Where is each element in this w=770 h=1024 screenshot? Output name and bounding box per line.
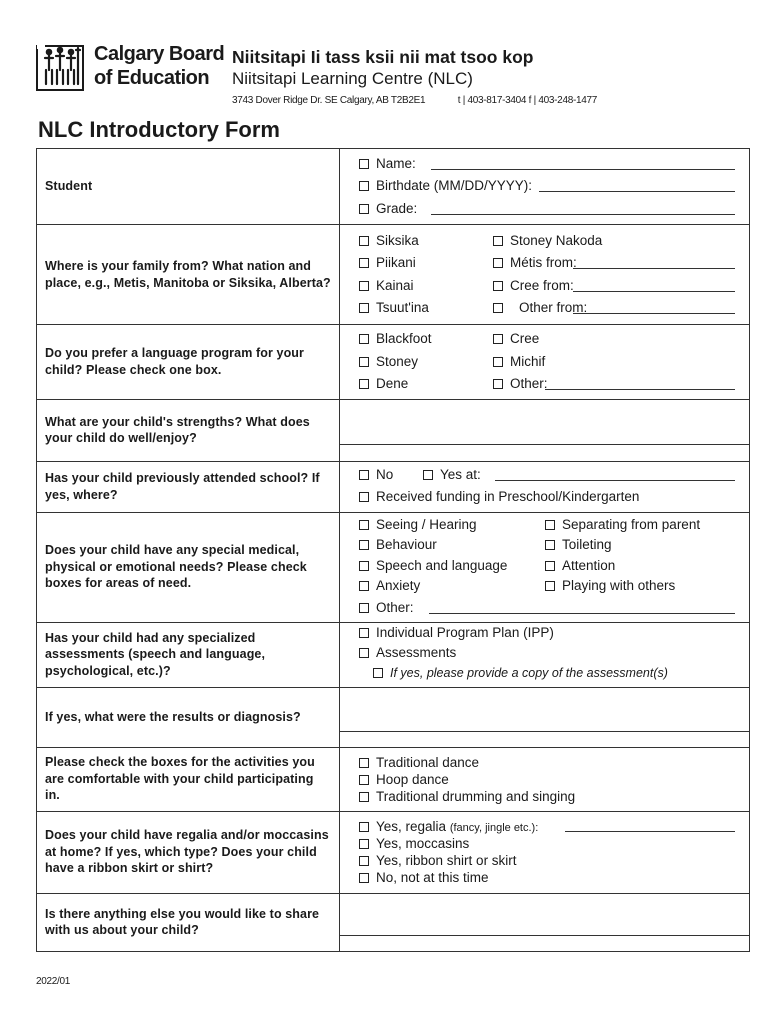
other-needs-input[interactable] [429, 600, 735, 614]
ribbon-checkbox[interactable] [359, 856, 369, 866]
regalia-no-label: No, not at this time [376, 870, 489, 885]
birthdate-input[interactable] [539, 178, 735, 192]
ipp-label: Individual Program Plan (IPP) [376, 625, 554, 640]
intro-form-table [36, 148, 750, 952]
seeing-label: Seeing / Hearing [376, 516, 477, 532]
regalia-no-checkbox[interactable] [359, 873, 369, 883]
school-yes-checkbox[interactable] [423, 470, 433, 480]
anything-else-answer-area[interactable] [340, 893, 750, 951]
activities-label: Please check the boxes for the activities you are comfortable with your child participating in. [37, 747, 340, 811]
ribbon-label: Yes, ribbon shirt or skirt [376, 853, 517, 868]
siksika-checkbox[interactable] [359, 236, 369, 246]
activities-answers [340, 747, 750, 811]
behaviour-label: Behaviour [376, 537, 437, 552]
cree-checkbox[interactable] [493, 281, 503, 291]
regalia-yes-label: Yes, regalia [376, 819, 447, 834]
row-assessments [37, 622, 750, 687]
attention-checkbox[interactable] [545, 561, 555, 571]
cree-language-checkbox[interactable] [493, 334, 503, 344]
other-from-input[interactable] [573, 300, 735, 314]
school-answers [340, 461, 750, 512]
row-student [37, 149, 750, 225]
speech-label: Speech and language [376, 557, 508, 573]
separating-checkbox[interactable] [545, 520, 555, 530]
hoop-dance-checkbox[interactable] [359, 775, 369, 785]
assessments-checkbox[interactable] [359, 648, 369, 658]
ipp-checkbox[interactable] [359, 628, 369, 638]
drumming-label: Traditional drumming and singing [376, 788, 576, 804]
grade-field-row [359, 198, 749, 221]
student-label: Student [37, 149, 340, 225]
metis-from-input[interactable] [573, 255, 735, 269]
separating-label: Separating from parent [562, 516, 701, 532]
regalia-answers [340, 811, 750, 893]
org-phone-fax: t | 403-817-3404 f | 403-248-1477 [457, 95, 598, 106]
strengths-answer-area[interactable] [340, 399, 750, 461]
cree-from-label: Cree from: [510, 277, 574, 293]
family-label: Where is your family from? What nation and place, e.g., Metis, Manitoba or Siksika, Alberta? [37, 225, 340, 325]
school-yes-label: Yes at: [440, 466, 481, 482]
row-anything-else [37, 893, 750, 951]
row-results [37, 687, 750, 747]
school-yes-input[interactable] [495, 467, 735, 481]
school-label: Has your child previously attended school? If yes, where? [37, 461, 340, 512]
toileting-checkbox[interactable] [545, 540, 555, 550]
strengths-label: What are your child's strengths? What does your child do well/enjoy? [37, 399, 340, 461]
tsuutina-checkbox[interactable] [359, 303, 369, 313]
other-from-checkbox[interactable] [493, 303, 503, 313]
piikani-checkbox[interactable] [359, 258, 369, 268]
regalia-checkbox[interactable] [359, 822, 369, 832]
assessments-label: Has your child had any specialized assessments (speech and language, psychological, etc.)? [37, 622, 340, 687]
results-label: If yes, what were the results or diagnosis? [37, 687, 340, 747]
needs-answers [340, 512, 750, 622]
birthdate-checkbox[interactable] [359, 181, 369, 191]
logo-line-1: Calgary Board [94, 43, 225, 65]
org-address: 3743 Dover Ridge Dr. SE Calgary, AB T2B2E1 [232, 95, 426, 106]
name-checkbox[interactable] [359, 159, 369, 169]
org-contact [232, 93, 597, 109]
dene-checkbox[interactable] [359, 379, 369, 389]
assessments-answers [340, 622, 750, 687]
tsuutina-label: Tsuut'ina [376, 300, 429, 315]
row-school [37, 461, 750, 512]
cbe-logo-wordmark [94, 42, 224, 90]
other-needs-label: Other: [376, 599, 414, 615]
needs-label: Does your child have any special medical, physical or emotional needs? Please check boxes for areas of need. [37, 512, 340, 622]
name-label: Name: [376, 155, 416, 171]
cbe-logo [36, 40, 225, 96]
other-language-input[interactable] [545, 376, 735, 390]
other-needs-checkbox[interactable] [359, 603, 369, 613]
stoney-nakoda-checkbox[interactable] [493, 236, 503, 246]
name-input[interactable] [431, 156, 735, 170]
school-no-label: No [376, 466, 394, 482]
michif-label: Michif [510, 353, 546, 369]
row-regalia [37, 811, 750, 893]
cbe-logo-icon [36, 40, 86, 92]
letterhead [36, 40, 736, 110]
moccasins-label: Yes, moccasins [376, 836, 470, 851]
other-from-label: Other from: [519, 300, 588, 315]
student-answers [340, 149, 750, 225]
copy-checkbox[interactable] [373, 668, 383, 678]
michif-checkbox[interactable] [493, 357, 503, 367]
kainai-label: Kainai [376, 277, 414, 293]
grade-checkbox[interactable] [359, 204, 369, 214]
anything-else-label: Is there anything else you would like to share with us about your child? [37, 893, 340, 951]
hoop-dance-label: Hoop dance [376, 771, 449, 787]
org-info [232, 46, 597, 109]
form-version: 2022/01 [36, 976, 71, 987]
traditional-dance-checkbox[interactable] [359, 758, 369, 768]
speech-checkbox[interactable] [359, 561, 369, 571]
grade-label: Grade: [376, 200, 418, 216]
attention-label: Attention [562, 557, 616, 573]
behaviour-checkbox[interactable] [359, 540, 369, 550]
moccasins-checkbox[interactable] [359, 839, 369, 849]
traditional-dance-label: Traditional dance [376, 754, 480, 770]
metis-from-label: Métis from: [510, 255, 577, 270]
birthdate-label: Birthdate (MM/DD/YYYY): [376, 178, 533, 194]
other-language-label: Other: [510, 376, 548, 391]
drumming-checkbox[interactable] [359, 792, 369, 802]
playing-checkbox[interactable] [545, 581, 555, 591]
regalia-label: Does your child have regalia and/or moccasins at home? If yes, which type? Does your child have a ribbon skirt or shirt? [37, 811, 340, 893]
school-no-checkbox[interactable] [359, 470, 369, 480]
cree-language-label: Cree [510, 331, 540, 346]
copy-note: If yes, please provide a copy of the assessment(s) [390, 666, 668, 680]
grade-input[interactable] [431, 201, 735, 215]
blackfoot-checkbox[interactable] [359, 334, 369, 344]
playing-label: Playing with others [562, 578, 676, 593]
seeing-checkbox[interactable] [359, 520, 369, 530]
metis-checkbox[interactable] [493, 258, 503, 268]
toileting-label: Toileting [562, 537, 612, 552]
anxiety-label: Anxiety [376, 578, 421, 593]
logo-line-2: of Education [94, 67, 210, 89]
family-answers [340, 225, 750, 325]
org-title: Niitsitapi Ii tass ksii nii mat tsoo kop [232, 47, 534, 67]
stoney-checkbox[interactable] [359, 357, 369, 367]
piikani-label: Piikani [376, 255, 416, 270]
regalia-input[interactable] [565, 818, 735, 832]
row-strengths [37, 399, 750, 461]
birthdate-field-row [359, 175, 749, 198]
name-field-row [359, 153, 749, 176]
assessments-option-label: Assessments [376, 645, 457, 660]
org-subtitle: Niitsitapi Learning Centre (NLC) [232, 69, 473, 88]
row-language [37, 325, 750, 400]
funding-label: Received funding in Preschool/Kindergarten [376, 489, 640, 504]
stoney-nakoda-label: Stoney Nakoda [510, 232, 603, 248]
row-family [37, 225, 750, 325]
dene-label: Dene [376, 376, 409, 391]
row-needs [37, 512, 750, 622]
language-answers [340, 325, 750, 400]
form-title: NLC Introductory Form [38, 117, 280, 142]
cree-from-input[interactable] [573, 278, 735, 292]
row-activities [37, 747, 750, 811]
regalia-note: (fancy, jingle etc.): [449, 822, 539, 834]
results-answer-area[interactable] [340, 687, 750, 747]
anxiety-checkbox[interactable] [359, 581, 369, 591]
kainai-checkbox[interactable] [359, 281, 369, 291]
language-label: Do you prefer a language program for your child? Please check one box. [37, 325, 340, 400]
other-language-checkbox[interactable] [493, 379, 503, 389]
stoney-label: Stoney [376, 353, 419, 369]
blackfoot-label: Blackfoot [376, 331, 432, 346]
funding-checkbox[interactable] [359, 492, 369, 502]
siksika-label: Siksika [376, 232, 419, 248]
